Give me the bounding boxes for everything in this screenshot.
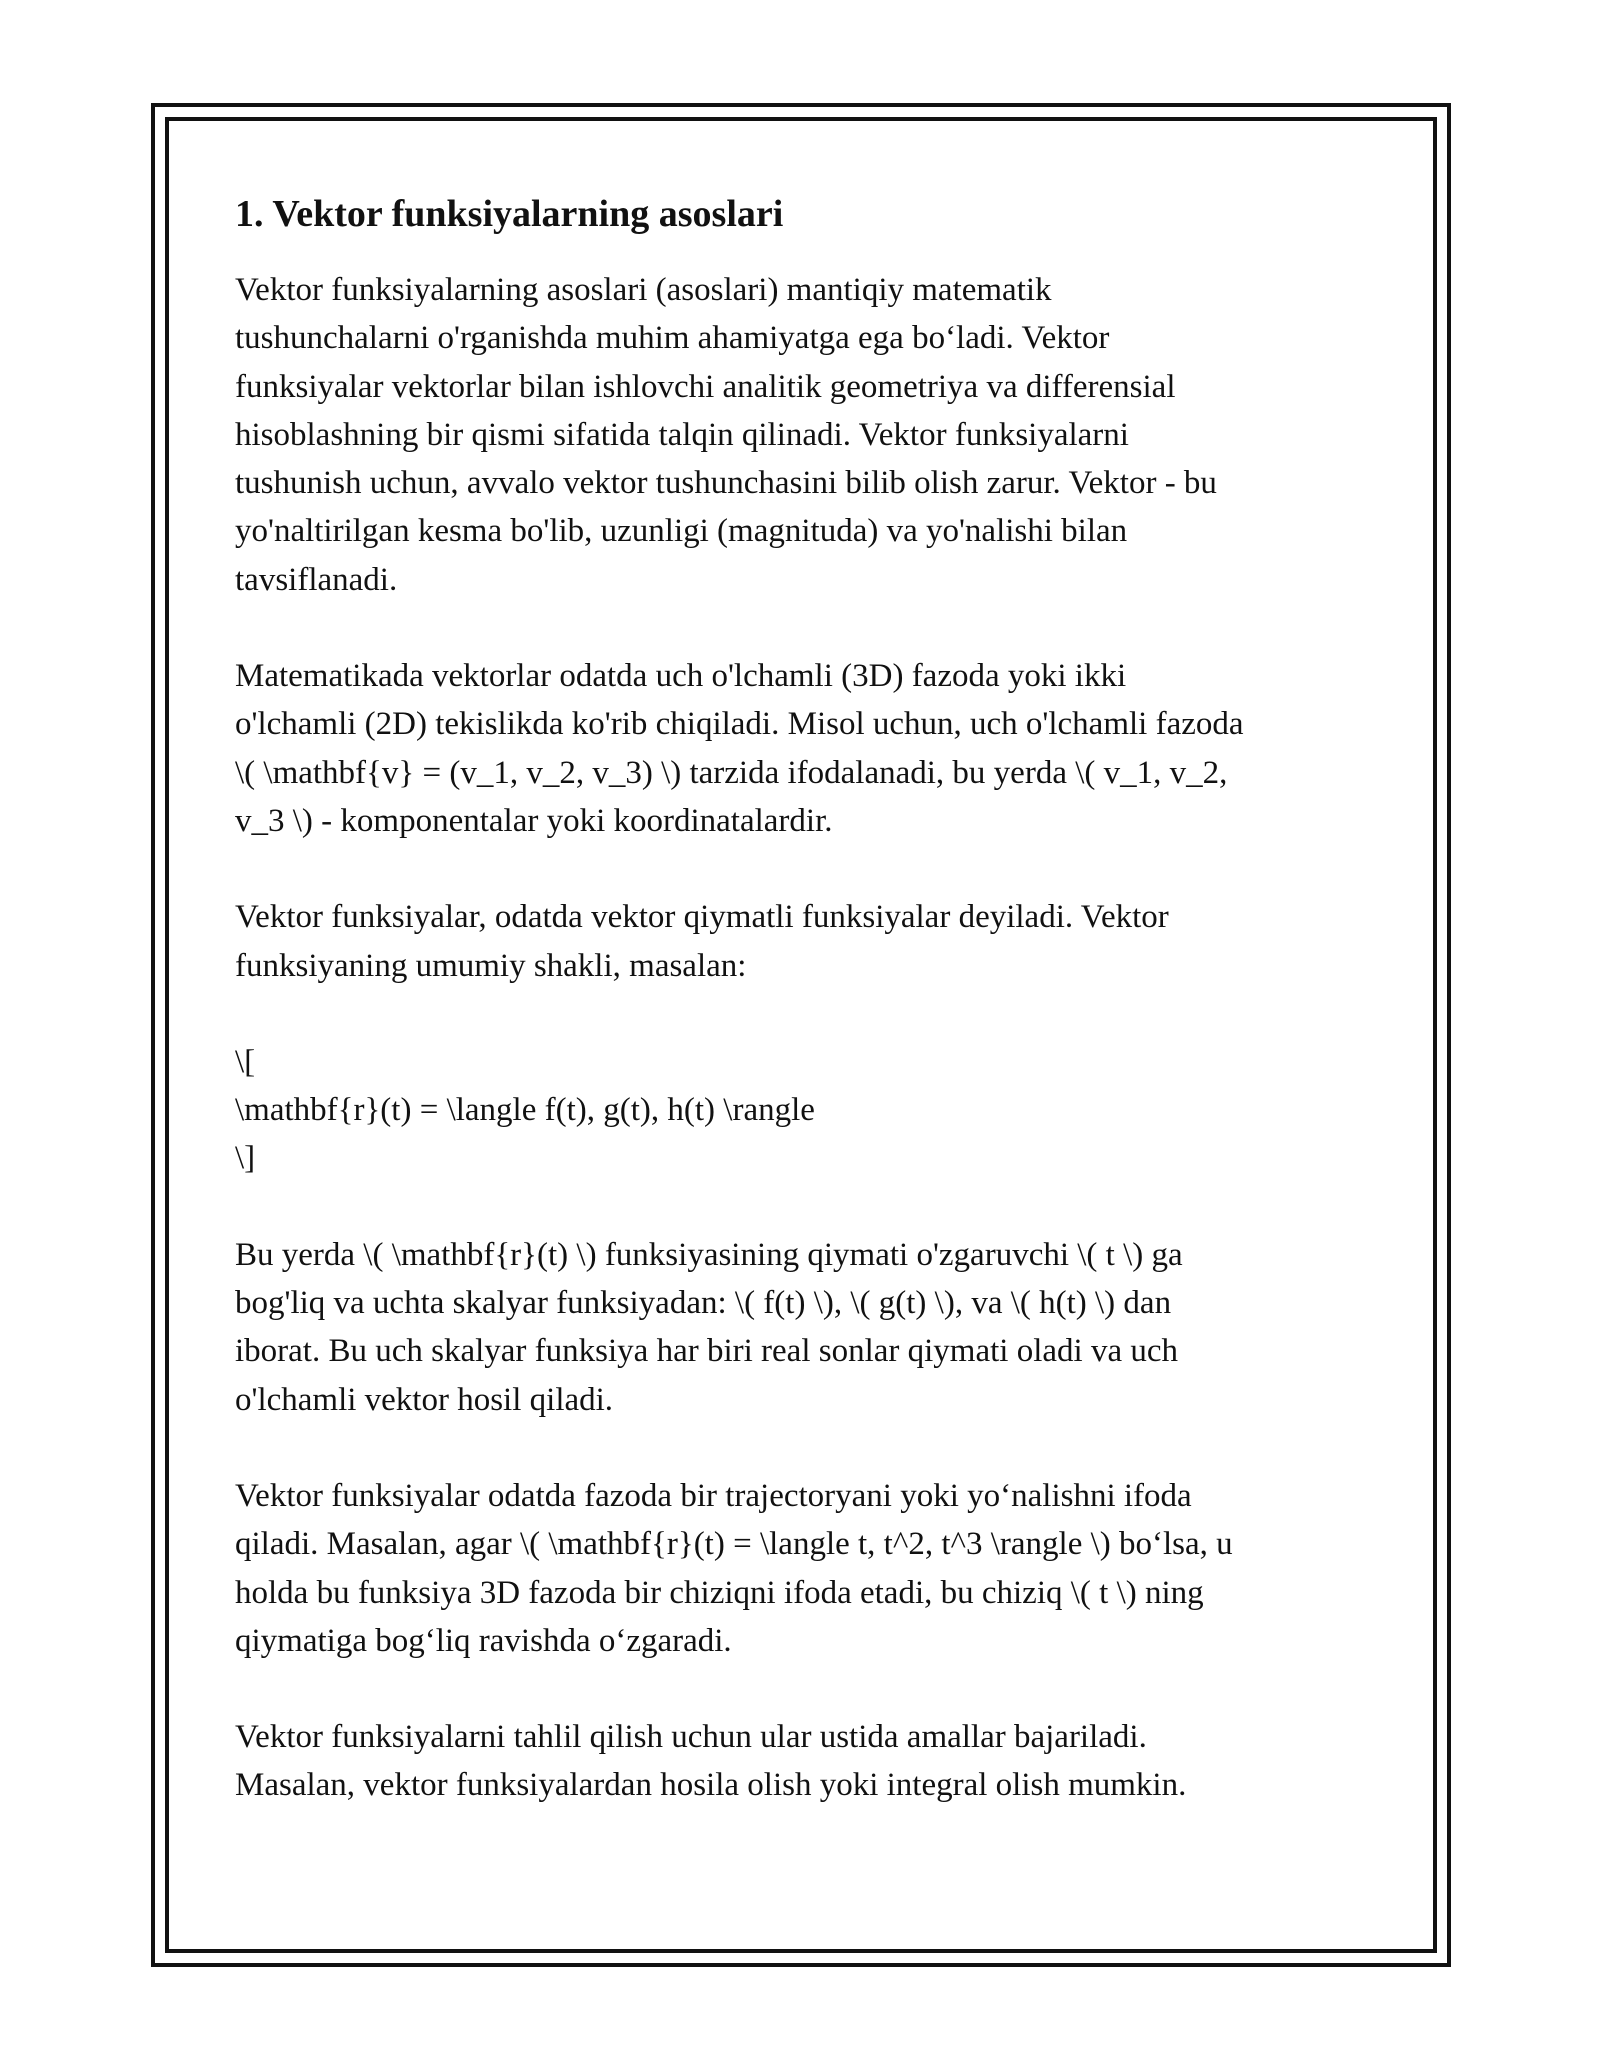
formula-block: \[ \mathbf{r}(t) = \langle f(t), g(t), h(t) \rangle \]: [235, 1043, 815, 1177]
document-body: [235, 190, 1365, 1858]
section-heading: 1. Vektor funksiyalarning asoslari: [235, 193, 784, 235]
paragraph-trajectory: Vektor funksiyalar odatda fazoda bir trajectoryani yoki yo‘nalishni ifoda qiladi. Masalan, agar \( \mathbf{r}(t) = \langle t, t^2, t^3 \rangle \) bo‘lsa, u holda bu funksiya 3D fazoda bir chiziqni ifoda etadi, bu chiziq \( t \) ning qiymatiga bog‘liq ravishda o‘zgaradi.: [235, 1477, 1233, 1659]
paragraph-dimensions: Matematikada vektorlar odatda uch o'lchamli (3D) fazoda yoki ikki o'lchamli (2D) tekislikda ko'rib chiqiladi. Misol uchun, uch o'lchamli fazoda \( \mathbf{v} = (v_1, v_2, v_3) \) tarzida ifodalanadi, bu yerda \( v_1, v_2, v_3 \) - komponentalar yoki koordinatalardir.: [235, 658, 1244, 839]
paragraph-operations: Vektor funksiyalarni tahlil qilish uchun ular ustida amallar bajariladi. Masalan, vektor funksiyalardan hosila olish yoki integral olish mumkin.: [235, 1719, 1187, 1804]
paragraph-vector-functions: Vektor funksiyalar, odatda vektor qiymatli funksiyalar deyiladi. Vektor funksiyaning umumiy shakli, masalan:: [235, 899, 1169, 984]
paragraph-intro: Vektor funksiyalarning asoslari (asoslari) mantiqiy matematik tushunchalarni o'rganishda muhim ahamiyatga ega bo‘ladi. Vektor funksiyalar vektorlar bilan ishlovchi analitik geometriya va differensial hisoblashning bir qismi sifatida talqin qilinadi. Vektor funksiyalarni tushunish uchun, avvalo vektor tushunchasini bilib olish zarur. Vektor - bu yo'naltirilgan kesma bo'lib, uzunligi (magnituda) va yo'nalishi bilan tavsiflanadi.: [235, 272, 1217, 598]
paragraph-explanation: Bu yerda \( \mathbf{r}(t) \) funksiyasining qiymati o'zgaruvchi \( t \) ga bog'liq va uchta skalyar funksiyadan: \( f(t) \), \( g(t) \), va \( h(t) \) dan iborat. Bu uch skalyar funksiya har biri real sonlar qiymati oladi va uch o'lchamli vektor hosil qiladi.: [235, 1236, 1183, 1418]
